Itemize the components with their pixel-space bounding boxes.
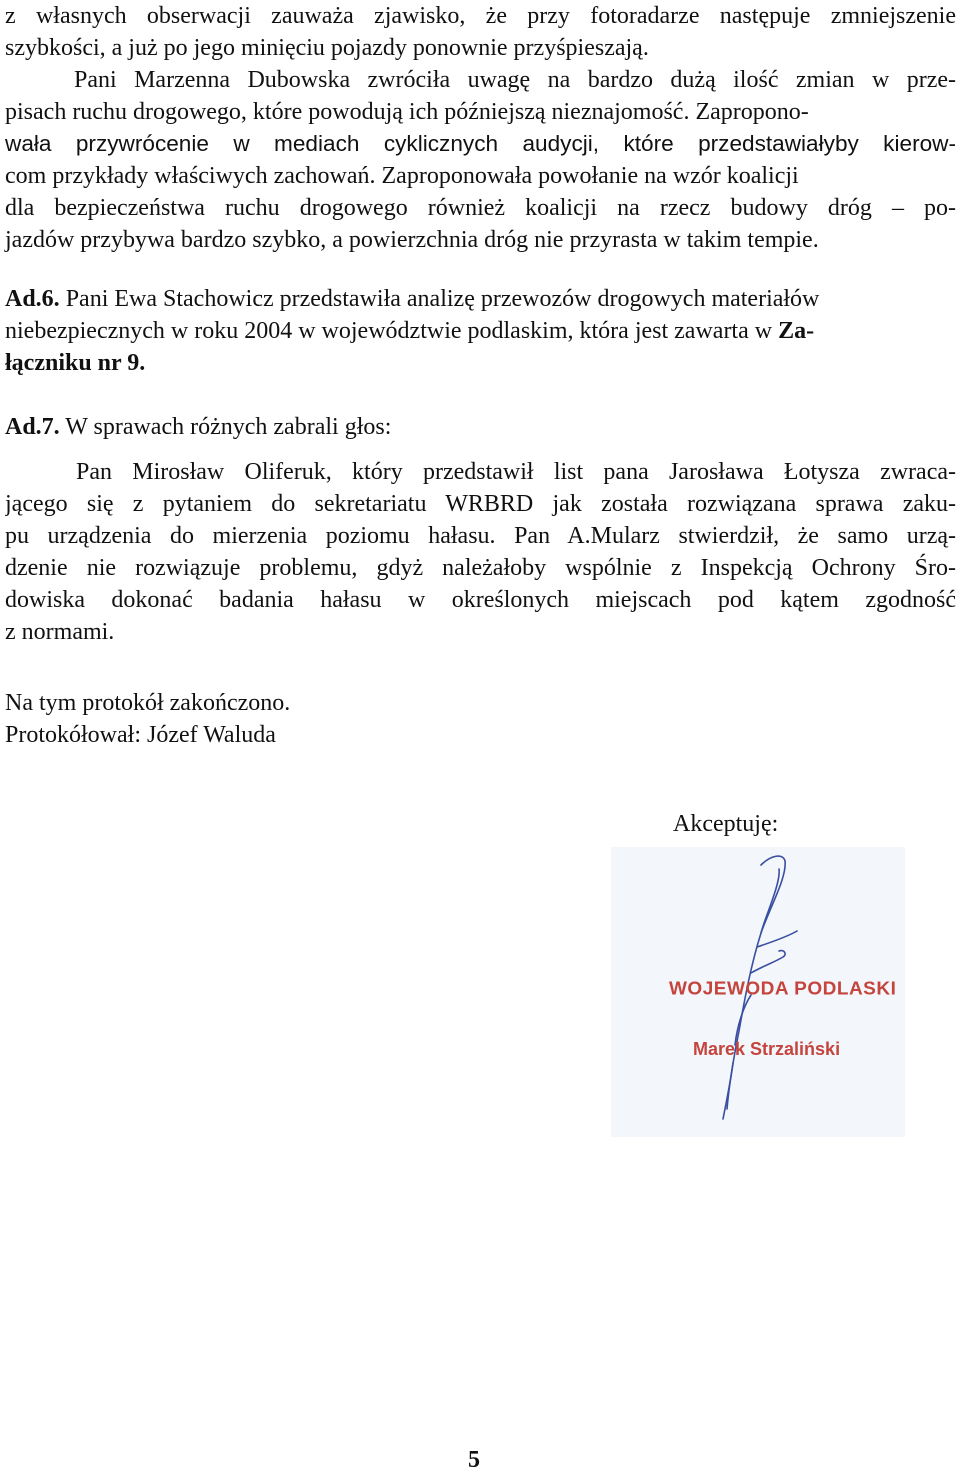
text-line: pu urządzenia do mierzenia poziomu hałasu. Pan A.Mularz stwierdził, że samo urzą- — [5, 523, 956, 549]
text-line: jazdów przybywa bardzo szybko, a powierzchnia dróg nie przyrasta w takim tempie. — [5, 227, 819, 253]
section-label: Ad.7. — [5, 414, 60, 440]
text-segment: pisach ruchu drogowego, które powodują ich późniejszą nieznajomość. Zapropono- — [5, 99, 809, 125]
text-line: jącego się z pytaniem do sekretariatu WRBRD jak została rozwiązana sprawa zaku- — [5, 491, 956, 517]
accept-label: Akceptuję: — [673, 811, 779, 837]
text-line: Pan Mirosław Oliferuk, który przedstawił list pana Jarosława Łotysza zwraca- — [76, 459, 956, 485]
attachment-reference: Za- — [778, 318, 815, 344]
text-line — [5, 160, 956, 192]
text-line: dowiska dokonać badania hałasu w określonych miejscach pod kątem zgodność — [5, 587, 956, 613]
text-line — [5, 315, 956, 347]
page-number: 5 — [468, 1447, 480, 1473]
text-line — [5, 411, 956, 443]
approval-stamp — [611, 847, 905, 1137]
text-segment: niebezpiecznych w roku 2004 w województwie podlaskim, która jest zawarta w — [5, 318, 773, 344]
attachment-reference: łączniku nr 9. — [5, 350, 146, 376]
section-ad6 — [5, 283, 956, 379]
text-line — [5, 96, 956, 128]
text-segment: com przykłady właściwych zachowań. Zaproponowała powołanie na wzór koalicji — [5, 163, 799, 189]
recorder-line: Protokółował: Józef Waluda — [5, 722, 276, 748]
paragraph-dubowska — [5, 64, 956, 256]
stamp-title: WOJEWODA PODLASKI — [669, 979, 897, 1000]
section-label: Ad.6. — [5, 286, 60, 312]
text-segment: W sprawach różnych zabrali głos: — [65, 414, 392, 440]
text-line: dla bezpieczeństwa ruchu drogowego również koalicji na rzecz budowy dróg – po- — [5, 195, 956, 221]
text-line — [5, 283, 956, 315]
text-segment: Pani Ewa Stachowicz przedstawiła analizę przewozów drogowych materiałów — [65, 286, 820, 312]
text-line: wała przywrócenie w mediach cyklicznych audycji, które przedstawiałyby kierow- — [5, 131, 956, 156]
closing-line: Na tym protokół zakończono. — [5, 690, 291, 716]
text-line: szybkości, a już po jego minięciu pojazdy ponownie przyśpieszają. — [5, 35, 649, 61]
text-line: z własnych obserwacji zauważa zjawisko, że przy fotoradarze następuje zmniejszenie — [5, 3, 956, 29]
paragraph-oliferuk — [5, 456, 956, 648]
paragraph-continuation — [5, 0, 956, 64]
closing-block — [5, 687, 956, 751]
stamp-name: Marek Strzaliński — [693, 1039, 841, 1059]
text-line: dzenie nie rozwiązuje problemu, gdyż należałoby wspólnie z Inspekcją Ochrony Śro- — [5, 555, 956, 581]
text-line: z normami. — [5, 619, 115, 645]
text-line: Pani Marzenna Dubowska zwróciła uwagę na bardzo dużą ilość zmian w prze- — [74, 67, 956, 93]
section-ad7 — [5, 411, 956, 443]
